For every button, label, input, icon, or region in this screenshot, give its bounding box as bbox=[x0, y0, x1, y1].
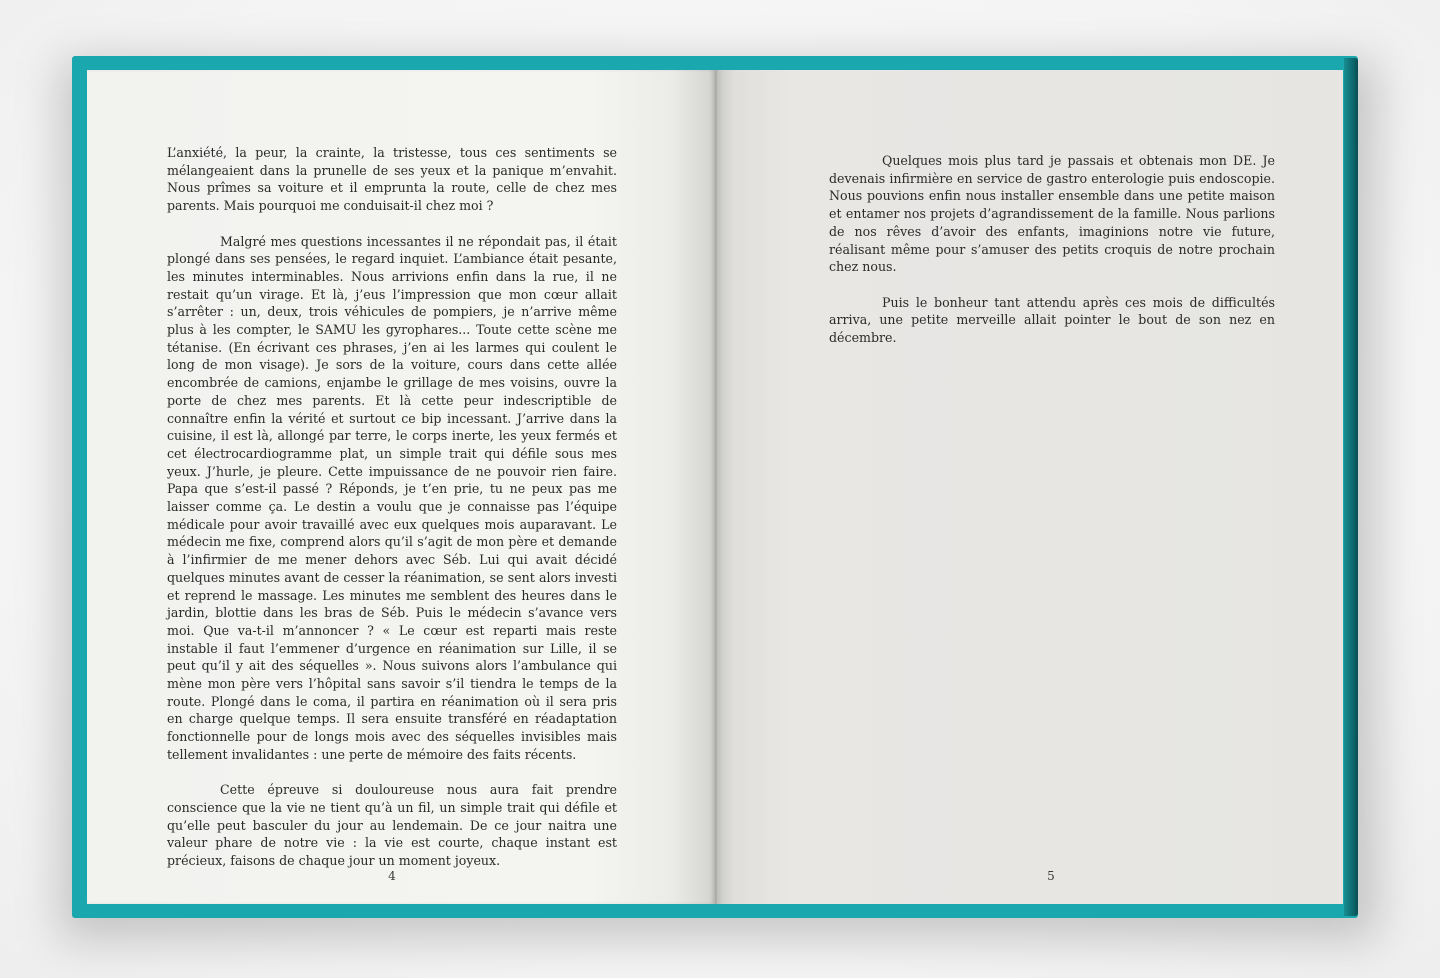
left-page bbox=[87, 70, 716, 904]
left-paragraph-2: Malgré mes questions incessantes il ne répondait pas, il était plongé dans ses pensées, le regard inquiet. L’ambiance était pesante, les minutes interminables. Nous arrivions enfin dans la rue, il ne restait qu’un virage. Et là, j’eus l’impression que mon cœur allait s’arrêter : un, deux, trois véhicules de pompiers, je n’arrive même plus à les compter, le SAMU les gyrophares... Toute cette scène me tétanise. (En écrivant ces phrases, j’en ai les larmes qui coulent le long de mon visage). Je sors de la voiture, cours dans cette allée encombrée de camions, enjambe le grillage de mes voisins, ouvre la porte de chez mes parents. Et là cette peur indescriptible de connaître enfin la vérité et surtout ce bip incessant. J’arrive dans la cuisine, il est là, allongé par terre, le corps inerte, les yeux fermés et cet électrocardiogramme plat, un simple trait qui défile sous mes yeux. J’hurle, je pleure. Cette impuissance de ne pouvoir rien faire. Papa que s’est-il passé ? Réponds, je t’en prie, tu ne peux pas me laisser comme ça. Le destin a voulu que je connaisse pas l’équipe médicale pour avoir travaillé avec eux quelques mois auparavant. Le médecin me fixe, comprend alors qu’il s’agit de mon père et demande à l’infirmier de me mener dehors avec Séb. Lui qui avait décidé quelques minutes avant de cesser la réanimation, se sent alors investi et reprend le massage. Les minutes me semblent des heures dans le jardin, blottie dans les bras de Séb. Puis le médecin s’avance vers moi. Que va-t-il m’annoncer ? « Le cœur est reparti mais reste instable il faut l’emmener d’urgence en réanimation sur Lille, il se peut qu’il y ait des séquelles ». Nous suivons alors l’ambulance qui mène mon père vers l’hôpital sans savoir s’il tiendra le temps de la route. Plongé dans le coma, il partira en réanimation où il sera pris en charge quelque temps. Il sera ensuite transféré en réadaptation fonctionnelle pour de longs mois avec des séquelles invisibles mais tellement invalidantes : une perte de mémoire des faits récents. bbox=[167, 233, 617, 762]
right-page bbox=[716, 70, 1343, 904]
left-page-text bbox=[167, 144, 617, 887]
book-gutter bbox=[709, 70, 723, 904]
left-paragraph-3: Cette épreuve si douloureuse nous aura fait prendre conscience que la vie ne tient qu’à un fil, un simple trait qui défile et qu’elle peut basculer du jour au lendemain. De ce jour naitra une valeur phare de notre vie : la vie est courte, chaque instant est précieux, faisons de chaque jour un moment joyeux. bbox=[167, 782, 617, 869]
right-paragraph-1: Quelques mois plus tard je passais et obtenais mon DE. Je devenais infirmière en service de gastro enterologie puis endoscopie. Nous pouvions enfin nous installer ensemble dans une petite maison et entamer nos projets d’agrandissement de la famille. Nous parlions de nos rêves d’avoir des enfants, imaginions notre vie future, réalisant même pour s’amuser des petits croquis de notre prochain chez nous. bbox=[829, 153, 1275, 275]
right-paragraph-2: Puis le bonheur tant attendu après ces mois de difficultés arriva, une petite merveille allait pointer le bout de son nez en décembre. bbox=[829, 294, 1275, 346]
right-page-text bbox=[829, 152, 1275, 364]
left-page-number: 4 bbox=[388, 869, 396, 883]
book-cover-edge bbox=[1344, 58, 1358, 916]
left-paragraph-1: L’anxiété, la peur, la crainte, la tristesse, tous ces sentiments se mélangeaient dans la prunelle de ses yeux et la panique m’envahit. Nous prîmes sa voiture et il emprunta la route, celle de chez mes parents. Mais pourquoi me conduisait-il chez moi ? bbox=[167, 145, 617, 214]
right-page-number: 5 bbox=[1047, 869, 1055, 883]
